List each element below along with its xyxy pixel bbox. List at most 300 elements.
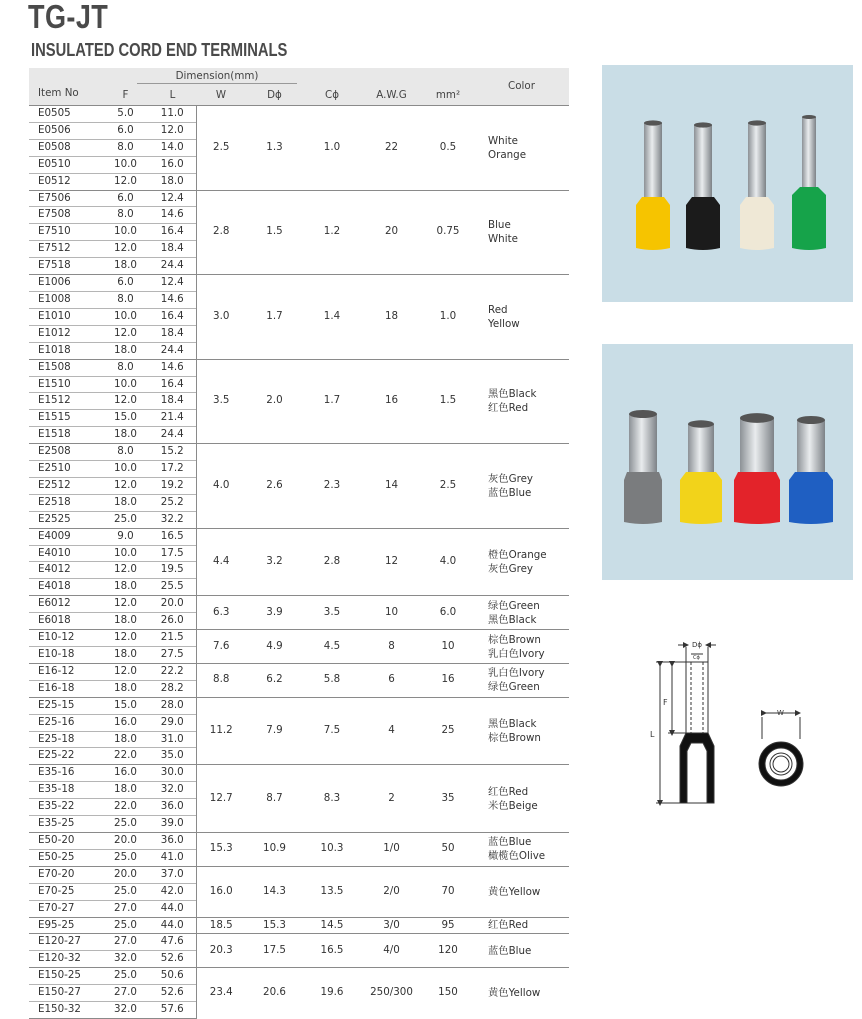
l-cell: 39.0 [149,816,196,833]
l-cell: 42.0 [149,883,196,900]
color-name: 灰色Grey [488,562,534,575]
item-no-cell: E16-12 [29,663,102,680]
f-cell: 18.0 [102,613,149,630]
l-cell: 15.2 [149,444,196,461]
table-row [29,528,569,545]
item-no-cell: E7512 [29,241,102,258]
w-cell: 7.6 [196,630,246,664]
item-no-cell: E70-27 [29,900,102,917]
f-cell: 20.0 [102,866,149,883]
l-cell: 16.5 [149,528,196,545]
l-cell: 16.4 [149,308,196,325]
label-c: Cϕ [693,655,700,661]
c-cell: 3.5 [303,596,361,630]
side-view [656,645,716,803]
item-no-cell: E70-20 [29,866,102,883]
l-cell: 32.0 [149,782,196,799]
color-name: White [488,233,518,246]
item-no-cell: E25-16 [29,714,102,731]
awg-cell: 22 [361,106,422,191]
f-cell: 6.0 [102,275,149,292]
awg-cell: 2/0 [361,866,422,917]
awg-cell: 8 [361,630,422,664]
item-no-cell: E25-18 [29,731,102,748]
l-cell: 36.0 [149,832,196,849]
item-no-cell: E10-18 [29,647,102,664]
color-name: 黑色Black [488,388,537,401]
item-no-cell: E7506 [29,190,102,207]
w-cell: 18.5 [196,917,246,934]
item-no-cell: E50-25 [29,849,102,866]
front-view [759,713,803,786]
f-cell: 25.0 [102,511,149,528]
l-cell: 44.0 [149,917,196,934]
l-cell: 52.6 [149,985,196,1002]
ferrule-0 [624,410,662,524]
color-cell [474,765,569,833]
item-no-cell: E35-16 [29,765,102,782]
d-cell: 3.2 [246,528,303,596]
f-cell: 25.0 [102,816,149,833]
page-subtitle: INSULATED CORD END TERMINALS [31,40,288,60]
f-cell: 15.0 [102,410,149,427]
item-no-cell: E35-25 [29,816,102,833]
l-cell: 14.6 [149,359,196,376]
mm2-cell: 70 [422,866,474,917]
f-cell: 12.0 [102,325,149,342]
label-d: Dϕ [692,641,703,649]
c-cell: 1.0 [303,106,361,191]
item-no-cell: E7510 [29,224,102,241]
l-cell: 21.5 [149,630,196,647]
ferrule-3 [789,416,833,524]
mm2-cell: 35 [422,765,474,833]
mm2-cell: 150 [422,968,474,1019]
ferrule-2 [734,413,780,524]
spec-table [29,68,569,1019]
item-no-cell: E7508 [29,207,102,224]
color-name: 红色Red [488,785,529,798]
item-no-cell: E2510 [29,461,102,478]
item-no-cell: E0505 [29,106,102,123]
header-d: Dϕ [246,85,303,106]
awg-cell: 250/300 [361,968,422,1019]
f-cell: 18.0 [102,731,149,748]
header-mm2: mm² [422,85,474,106]
item-no-cell: E150-25 [29,968,102,985]
f-cell: 18.0 [102,680,149,697]
item-no-cell: E70-25 [29,883,102,900]
l-cell: 12.4 [149,275,196,292]
f-cell: 5.0 [102,106,149,123]
c-cell: 10.3 [303,832,361,866]
f-cell: 25.0 [102,883,149,900]
c-cell: 1.4 [303,275,361,360]
item-no-cell: E1006 [29,275,102,292]
c-cell: 4.5 [303,630,361,664]
f-cell: 8.0 [102,291,149,308]
f-cell: 16.0 [102,714,149,731]
color-name: White [488,134,518,147]
c-cell: 1.7 [303,359,361,444]
d-cell: 2.6 [246,444,303,529]
c-cell: 8.3 [303,765,361,833]
c-cell: 7.5 [303,697,361,765]
color-name: 红色Red [488,919,529,932]
l-cell: 20.0 [149,596,196,613]
item-no-cell: E4018 [29,579,102,596]
item-no-cell: E7518 [29,258,102,275]
color-cell [474,190,569,275]
color-name: 绿色Green [488,681,540,694]
awg-cell: 12 [361,528,422,596]
color-name: 红色Red [488,402,529,415]
color-cell [474,866,569,917]
l-cell: 17.2 [149,461,196,478]
c-cell: 16.5 [303,934,361,968]
c-cell: 5.8 [303,663,361,697]
mm2-cell: 4.0 [422,528,474,596]
label-f: F [663,698,668,707]
l-cell: 28.0 [149,697,196,714]
w-cell: 20.3 [196,934,246,968]
mm2-cell: 16 [422,663,474,697]
color-name: 乳白色Ivory [488,647,545,660]
header-color: Color [474,68,569,106]
f-cell: 32.0 [102,951,149,968]
page-title: TG-JT [28,0,109,35]
c-cell: 1.2 [303,190,361,275]
item-no-cell: E6012 [29,596,102,613]
f-cell: 8.0 [102,444,149,461]
d-cell: 1.5 [246,190,303,275]
f-cell: 10.0 [102,308,149,325]
f-cell: 6.0 [102,122,149,139]
item-no-cell: E0508 [29,139,102,156]
color-name: 棕色Brown [488,732,541,745]
f-cell: 12.0 [102,393,149,410]
f-cell: 12.0 [102,173,149,190]
item-no-cell: E2508 [29,444,102,461]
item-no-cell: E1518 [29,427,102,444]
color-cell [474,528,569,596]
c-cell: 14.5 [303,917,361,934]
table-row [29,359,569,376]
item-no-cell: E6018 [29,613,102,630]
item-no-cell: E1510 [29,376,102,393]
w-cell: 3.5 [196,359,246,444]
terminals-top-svg [602,65,853,302]
f-cell: 10.0 [102,376,149,393]
item-no-cell: E4012 [29,562,102,579]
item-no-cell: E0512 [29,173,102,190]
item-no-cell: E10-12 [29,630,102,647]
color-name: 橙色Orange [488,548,547,561]
l-cell: 41.0 [149,849,196,866]
l-cell: 19.5 [149,562,196,579]
color-name: 黄色Yellow [488,885,541,898]
mm2-cell: 120 [422,934,474,968]
f-cell: 18.0 [102,647,149,664]
f-cell: 10.0 [102,224,149,241]
item-no-cell: E1012 [29,325,102,342]
color-cell [474,630,569,664]
d-cell: 6.2 [246,663,303,697]
table-row [29,444,569,461]
f-cell: 22.0 [102,799,149,816]
f-cell: 8.0 [102,207,149,224]
f-cell: 27.0 [102,985,149,1002]
l-cell: 14.6 [149,207,196,224]
w-cell: 12.7 [196,765,246,833]
item-no-cell: E150-32 [29,1002,102,1019]
l-cell: 47.6 [149,934,196,951]
c-cell: 2.8 [303,528,361,596]
f-cell: 25.0 [102,849,149,866]
color-cell [474,275,569,360]
terminals-photo-top [602,65,853,302]
awg-cell: 1/0 [361,832,422,866]
color-cell [474,832,569,866]
d-cell: 4.9 [246,630,303,664]
table-row [29,275,569,292]
mm2-cell: 0.75 [422,190,474,275]
item-no-cell: E120-27 [29,934,102,951]
table-row [29,697,569,714]
ferrule-0 [636,120,670,250]
f-cell: 18.0 [102,342,149,359]
color-cell [474,663,569,697]
item-no-cell: E1515 [29,410,102,427]
color-name: 棕色Brown [488,633,541,646]
awg-cell: 6 [361,663,422,697]
item-no-cell: E35-22 [29,799,102,816]
color-name: 蓝色Blue [488,944,532,957]
mm2-cell: 1.5 [422,359,474,444]
mm2-cell: 2.5 [422,444,474,529]
awg-cell: 20 [361,190,422,275]
l-cell: 31.0 [149,731,196,748]
d-cell: 14.3 [246,866,303,917]
f-cell: 25.0 [102,968,149,985]
l-cell: 25.2 [149,494,196,511]
l-cell: 35.0 [149,748,196,765]
l-cell: 16.0 [149,156,196,173]
d-cell: 3.9 [246,596,303,630]
label-w: W [777,709,784,717]
color-cell [474,697,569,765]
color-name: 乳白色Ivory [488,667,545,680]
terminals-photo-bottom [602,344,853,580]
terminals-bottom-svg [602,344,853,580]
color-cell [474,934,569,968]
w-cell: 3.0 [196,275,246,360]
d-cell: 2.0 [246,359,303,444]
l-cell: 30.0 [149,765,196,782]
awg-cell: 18 [361,275,422,360]
header-dimension: Dimension(mm) [102,68,361,85]
color-name: Orange [488,148,527,161]
d-cell: 10.9 [246,832,303,866]
mm2-cell: 6.0 [422,596,474,630]
l-cell: 28.2 [149,680,196,697]
item-no-cell: E0510 [29,156,102,173]
l-cell: 44.0 [149,900,196,917]
item-no-cell: E150-27 [29,985,102,1002]
awg-cell: 4/0 [361,934,422,968]
ferrule-1 [686,122,720,250]
item-no-cell: E16-18 [29,680,102,697]
color-name: 黄色Yellow [488,987,541,1000]
w-cell: 16.0 [196,866,246,917]
l-cell: 52.6 [149,951,196,968]
table-row [29,917,569,934]
item-no-cell: E120-32 [29,951,102,968]
l-cell: 57.6 [149,1002,196,1019]
item-no-cell: E4010 [29,545,102,562]
f-cell: 15.0 [102,697,149,714]
item-no-cell: E2518 [29,494,102,511]
f-cell: 18.0 [102,579,149,596]
item-no-cell: E0506 [29,122,102,139]
l-cell: 25.5 [149,579,196,596]
dimension-drawing [634,633,824,813]
l-cell: 26.0 [149,613,196,630]
l-cell: 16.4 [149,224,196,241]
f-cell: 18.0 [102,782,149,799]
header-l: L [149,85,196,106]
table-row [29,866,569,883]
mm2-cell: 95 [422,917,474,934]
w-cell: 8.8 [196,663,246,697]
l-cell: 18.4 [149,241,196,258]
color-cell [474,968,569,1019]
awg-cell: 14 [361,444,422,529]
awg-cell: 3/0 [361,917,422,934]
header-awg: A.W.G [361,85,422,106]
awg-cell: 2 [361,765,422,833]
f-cell: 12.0 [102,562,149,579]
w-cell: 11.2 [196,697,246,765]
f-cell: 12.0 [102,241,149,258]
l-cell: 27.5 [149,647,196,664]
d-cell: 7.9 [246,697,303,765]
f-cell: 12.0 [102,477,149,494]
ferrule-2 [740,120,774,250]
l-cell: 29.0 [149,714,196,731]
awg-cell: 16 [361,359,422,444]
f-cell: 10.0 [102,545,149,562]
color-cell [474,917,569,934]
color-cell [474,444,569,529]
l-cell: 22.2 [149,663,196,680]
f-cell: 18.0 [102,258,149,275]
f-cell: 6.0 [102,190,149,207]
color-name: Blue [488,219,511,232]
l-cell: 14.0 [149,139,196,156]
color-name: Red [488,303,508,316]
d-cell: 17.5 [246,934,303,968]
f-cell: 27.0 [102,934,149,951]
item-no-cell: E1508 [29,359,102,376]
w-cell: 23.4 [196,968,246,1019]
item-no-cell: E1010 [29,308,102,325]
f-cell: 32.0 [102,1002,149,1019]
l-cell: 12.4 [149,190,196,207]
d-cell: 8.7 [246,765,303,833]
color-name: 蓝色Blue [488,486,532,499]
item-no-cell: E1018 [29,342,102,359]
table-row [29,630,569,647]
header-c: Cϕ [303,85,361,106]
item-no-cell: E50-20 [29,832,102,849]
color-name: 绿色Green [488,599,540,612]
item-no-cell: E1008 [29,291,102,308]
d-cell: 1.3 [246,106,303,191]
w-cell: 15.3 [196,832,246,866]
item-no-cell: E95-25 [29,917,102,934]
f-cell: 8.0 [102,139,149,156]
l-cell: 18.0 [149,173,196,190]
header-item-no: Item No [29,68,102,106]
w-cell: 6.3 [196,596,246,630]
mm2-cell: 50 [422,832,474,866]
color-cell [474,359,569,444]
ferrule-3 [792,115,826,250]
table-row [29,934,569,951]
l-cell: 14.6 [149,291,196,308]
table-row [29,596,569,613]
color-name: 灰色Grey [488,472,534,485]
f-cell: 18.0 [102,427,149,444]
w-cell: 2.8 [196,190,246,275]
f-cell: 12.0 [102,630,149,647]
l-cell: 19.2 [149,477,196,494]
w-cell: 2.5 [196,106,246,191]
l-cell: 11.0 [149,106,196,123]
c-cell: 13.5 [303,866,361,917]
color-name: 蓝色Blue [488,836,532,849]
color-name: 橄榄色Olive [488,850,546,863]
item-no-cell: E25-22 [29,748,102,765]
f-cell: 22.0 [102,748,149,765]
l-cell: 18.4 [149,325,196,342]
l-cell: 17.5 [149,545,196,562]
color-name: 黑色Black [488,613,537,626]
l-cell: 12.0 [149,122,196,139]
f-cell: 10.0 [102,461,149,478]
f-cell: 27.0 [102,900,149,917]
l-cell: 24.4 [149,342,196,359]
table-row [29,106,569,123]
f-cell: 25.0 [102,917,149,934]
c-cell: 19.6 [303,968,361,1019]
f-cell: 12.0 [102,663,149,680]
f-cell: 8.0 [102,359,149,376]
label-l: L [650,730,655,739]
f-cell: 9.0 [102,528,149,545]
l-cell: 32.2 [149,511,196,528]
item-no-cell: E1512 [29,393,102,410]
item-no-cell: E2525 [29,511,102,528]
d-cell: 20.6 [246,968,303,1019]
d-cell: 1.7 [246,275,303,360]
l-cell: 37.0 [149,866,196,883]
l-cell: 24.4 [149,427,196,444]
color-name: Yellow [488,317,520,330]
color-cell [474,596,569,630]
table-row [29,663,569,680]
